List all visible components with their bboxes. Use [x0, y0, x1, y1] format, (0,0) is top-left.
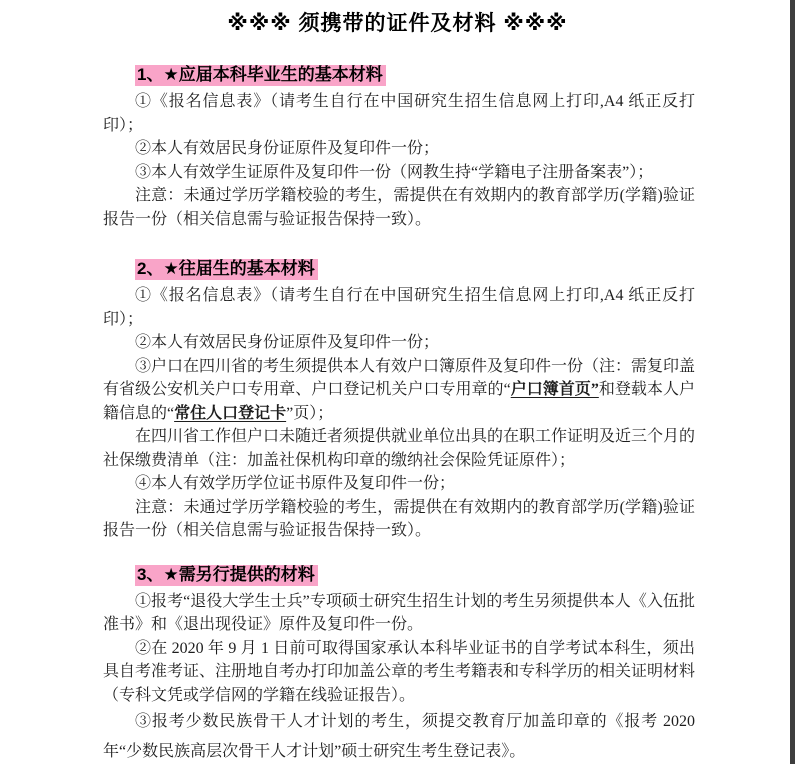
section-heading-2: 2、★往届生的基本材料 — [135, 259, 318, 280]
section-heading-3: 3、★需另行提供的材料 — [135, 565, 318, 586]
paragraph: ①《报名信息表》（请考生自行在中国研究生招生信息网上打印,A4 纸正反打印）； — [103, 90, 695, 137]
paragraph: ②本人有效居民身份证原件及复印件一份； — [103, 331, 695, 355]
paragraph-hukou — [103, 355, 695, 426]
paragraph: ④本人有效学历学位证书原件及复印件一份； — [103, 472, 695, 496]
paragraph: ②本人有效居民身份证原件及复印件一份； — [103, 137, 695, 161]
emphasis-hukou-booklet-first-page: 户口簿首页” — [511, 381, 599, 398]
section-additional-materials — [103, 565, 695, 767]
paragraph: 在四川省工作但户口未随迁者须提供就业单位出具的在职工作证明及近三个月的社保缴费清单（注：加盖社保机构印章的缴纳社会保险凭证原件）； — [103, 425, 695, 472]
page-title: ※※※ 须携带的证件及材料 ※※※ — [0, 0, 795, 37]
paragraph-note: 注意：未通过学历学籍校验的考生，需提供在有效期内的教育部学历(学籍)验证报告一份（相关信息需与验证报告保持一致）。 — [103, 184, 695, 231]
page-right-edge-bar — [790, 0, 795, 764]
section-fresh-graduates — [103, 65, 695, 231]
hukou-text-after: ”页）； — [286, 405, 333, 422]
paragraph: ①《报名信息表》（请考生自行在中国研究生招生信息网上打印,A4 纸正反打印）； — [103, 284, 695, 331]
hukou-text-middle: 和登载本人户籍信息的“ — [103, 381, 695, 422]
emphasis-resident-registration-card: 常住人口登记卡 — [174, 405, 286, 422]
paragraph: ①报考“退役大学生士兵”专项硕士研究生招生计划的考生另须提供本人《入伍批准书》和《退出现役证》原件及复印件一份。 — [103, 590, 695, 637]
document-body — [103, 65, 695, 767]
hukou-text-before: ③户口在四川省的考生须提供本人有效户口簿原件及复印件一份（注：需复印盖有省级公安机关户口专用章、户口登记机关户口专用章的“ — [103, 358, 695, 399]
paragraph-note: 注意：未通过学历学籍校验的考生，需提供在有效期内的教育部学历(学籍)验证报告一份（相关信息需与验证报告保持一致）。 — [103, 496, 695, 543]
section-heading-1: 1、★应届本科毕业生的基本材料 — [135, 65, 386, 86]
paragraph: ③报考少数民族骨干人才计划的考生，须提交教育厅加盖印章的《报考 2020 年“少数民族高层次骨干人才计划”硕士研究生考生登记表》。 — [103, 707, 695, 767]
paragraph: ③本人有效学生证原件及复印件一份（网教生持“学籍电子注册备案表”）； — [103, 161, 695, 185]
section-previous-graduates — [103, 259, 695, 543]
paragraph: ②在 2020 年 9 月 1 日前可取得国家承认本科毕业证书的自学考试本科生，须出具自考准考证、注册地自考办打印加盖公章的考生考籍表和专科学历的相关证明材料（专科文凭或学信网的学籍在线验证报告）。 — [103, 637, 695, 708]
